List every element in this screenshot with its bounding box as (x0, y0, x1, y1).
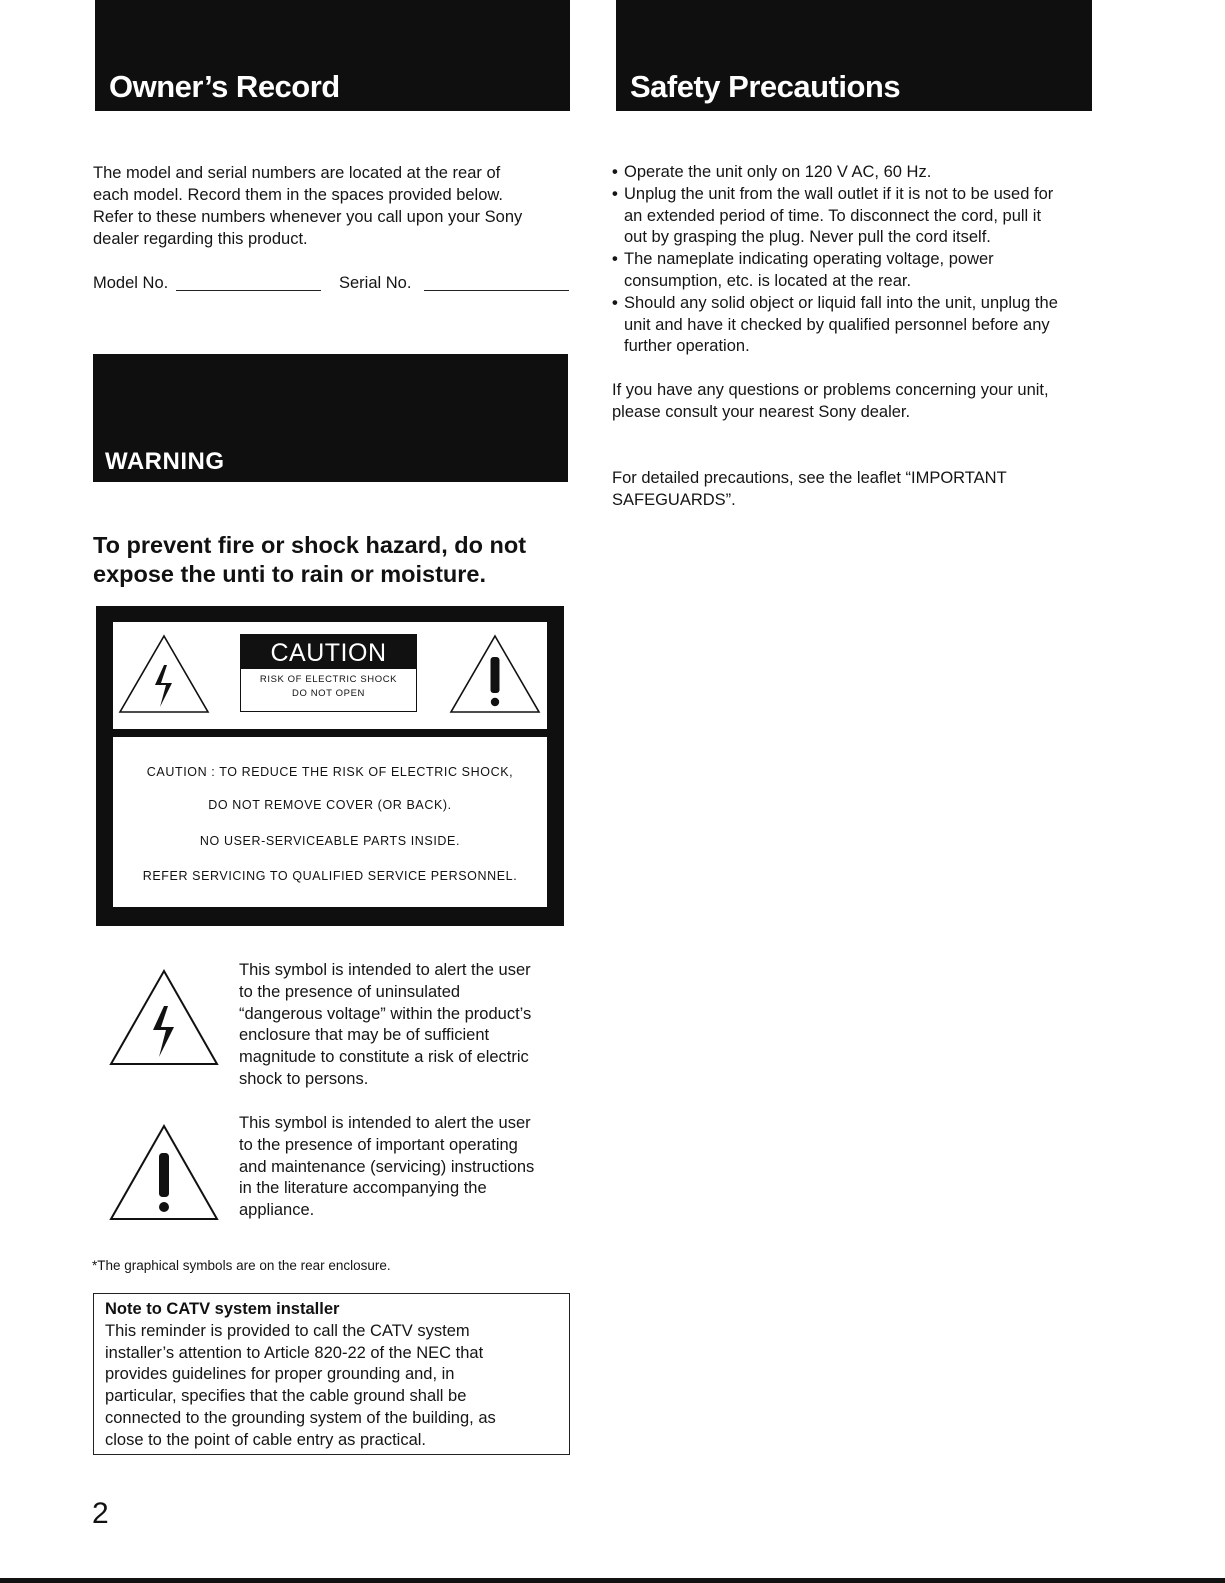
intro-line: each model. Record them in the spaces provided below. (93, 186, 503, 204)
caution-label-box (240, 634, 417, 712)
catv-note-line: installer’s attention to Article 820-22 of the NEC that (105, 1343, 484, 1362)
caution-label-sub2: DO NOT OPEN (292, 688, 365, 699)
questions-line: If you have any questions or problems concerning your unit, (612, 381, 1049, 399)
owners-record-header (95, 0, 570, 111)
bullet-line: Unplug the unit from the wall outlet if it is not to be used for (624, 184, 1054, 203)
catv-note-line: particular, specifies that the cable ground shall be (105, 1387, 467, 1406)
serial-number-line[interactable] (424, 290, 569, 291)
intro-line: The model and serial numbers are located at the rear of (93, 164, 501, 182)
page-bottom-rule (0, 1578, 1225, 1583)
exclamation-symbol-text (239, 1113, 569, 1222)
bullet-line: an extended period of time. To disconnect the cord, pull it (624, 206, 1042, 225)
safety-precautions-header (616, 0, 1092, 111)
safety-precautions-title: Safety Precautions (630, 69, 901, 104)
caution-line: REFER SERVICING TO QUALIFIED SERVICE PERSONNEL. (142, 869, 518, 883)
lightning-triangle-icon (117, 633, 211, 715)
symbol-text-line: magnitude to constitute a risk of electric (239, 1048, 529, 1067)
warning-header (93, 354, 568, 482)
catv-note-line: provides guidelines for proper grounding and, in (105, 1365, 455, 1384)
symbol-text-line: This symbol is intended to alert the user (239, 961, 531, 979)
owners-record-intro (93, 162, 573, 250)
model-number-label: Model No. (93, 274, 169, 292)
lightning-symbol-text (239, 960, 569, 1091)
symbol-text-line: enclosure that may be of sufficient (239, 1026, 490, 1045)
symbol-text-line: to the presence of important operating (239, 1135, 518, 1154)
page-number: 2 (92, 1497, 109, 1530)
hazard-line: To prevent fire or shock hazard, do not (93, 532, 527, 558)
intro-line: Refer to these numbers whenever you call upon your Sony (93, 208, 523, 226)
catv-note-line: This reminder is provided to call the CATV system (105, 1321, 470, 1340)
bullet-line: Should any solid object or liquid fall into the unit, unplug the (624, 293, 1058, 312)
symbol-text-line: to the presence of uninsulated (239, 982, 461, 1001)
questions-line: please consult your nearest Sony dealer. (612, 403, 911, 421)
detailed-line: SAFEGUARDS”. (612, 491, 736, 509)
safety-bullet (612, 162, 1097, 184)
model-number-line[interactable] (176, 290, 321, 291)
questions-paragraph (612, 379, 1102, 423)
hazard-line: expose the unti to rain or moisture. (93, 561, 487, 587)
catv-note-line: close to the point of cable entry as practical. (105, 1430, 427, 1449)
bullet-line: Operate the unit only on 120 V AC, 60 Hz. (624, 163, 932, 181)
intro-line: dealer regarding this product. (93, 230, 308, 248)
symbol-text-line: appliance. (239, 1201, 315, 1220)
safety-bullet (612, 293, 1097, 358)
catv-note-title: Note to CATV system installer (105, 1300, 340, 1318)
warning-title: WARNING (105, 448, 225, 475)
catv-note-line: connected to the grounding system of the building, as (105, 1408, 496, 1427)
bullet-line: out by grasping the plug. Never pull the cord itself. (624, 228, 991, 247)
graphical-symbols-footnote: *The graphical symbols are on the rear enclosure. (92, 1258, 391, 1273)
catv-note-box (93, 1293, 570, 1455)
owners-record-title: Owner’s Record (109, 69, 340, 104)
model-number-field (93, 272, 168, 294)
caution-label-head: CAUTION (241, 635, 416, 669)
bullet-line: consumption, etc. is located at the rear. (624, 271, 912, 290)
symbol-text-line: in the literature accompanying the (239, 1179, 487, 1198)
detailed-line: For detailed precautions, see the leaflet “IMPORTANT (612, 469, 1007, 487)
lightning-triangle-icon (108, 968, 220, 1068)
serial-number-field (339, 272, 411, 294)
bullet-dot: • (612, 250, 618, 269)
safety-bullet-list (612, 162, 1097, 358)
serial-number-label: Serial No. (339, 274, 412, 292)
exclamation-triangle-icon (448, 633, 542, 715)
bullet-dot: • (612, 184, 618, 203)
caution-label-sub1: RISK OF ELECTRIC SHOCK (259, 674, 398, 685)
symbol-text-line: and maintenance (servicing) instructions (239, 1157, 535, 1176)
bullet-line: The nameplate indicating operating voltage, power (624, 250, 994, 269)
symbol-text-line: shock to persons. (239, 1069, 369, 1088)
detailed-precautions-paragraph (612, 467, 1102, 511)
caution-label-sub (241, 672, 416, 702)
bullet-line: further operation. (624, 337, 750, 356)
caution-line: DO NOT REMOVE COVER (OR BACK). (208, 798, 452, 812)
caution-text-box (113, 737, 547, 907)
bullet-dot: • (612, 293, 618, 312)
symbol-text-line: This symbol is intended to alert the user (239, 1114, 531, 1132)
symbol-text-line: “dangerous voltage” within the product’s (239, 1004, 532, 1023)
caution-line: CAUTION : TO REDUCE THE RISK OF ELECTRIC SHOCK, (146, 765, 514, 779)
bullet-line: unit and have it checked by qualified personnel before any (624, 315, 1050, 334)
safety-bullet (612, 249, 1097, 293)
safety-bullet (612, 184, 1097, 249)
bullet-dot: • (612, 163, 618, 181)
exclamation-triangle-icon (108, 1123, 220, 1223)
hazard-heading (93, 531, 573, 589)
caution-line: NO USER-SERVICEABLE PARTS INSIDE. (199, 834, 461, 848)
